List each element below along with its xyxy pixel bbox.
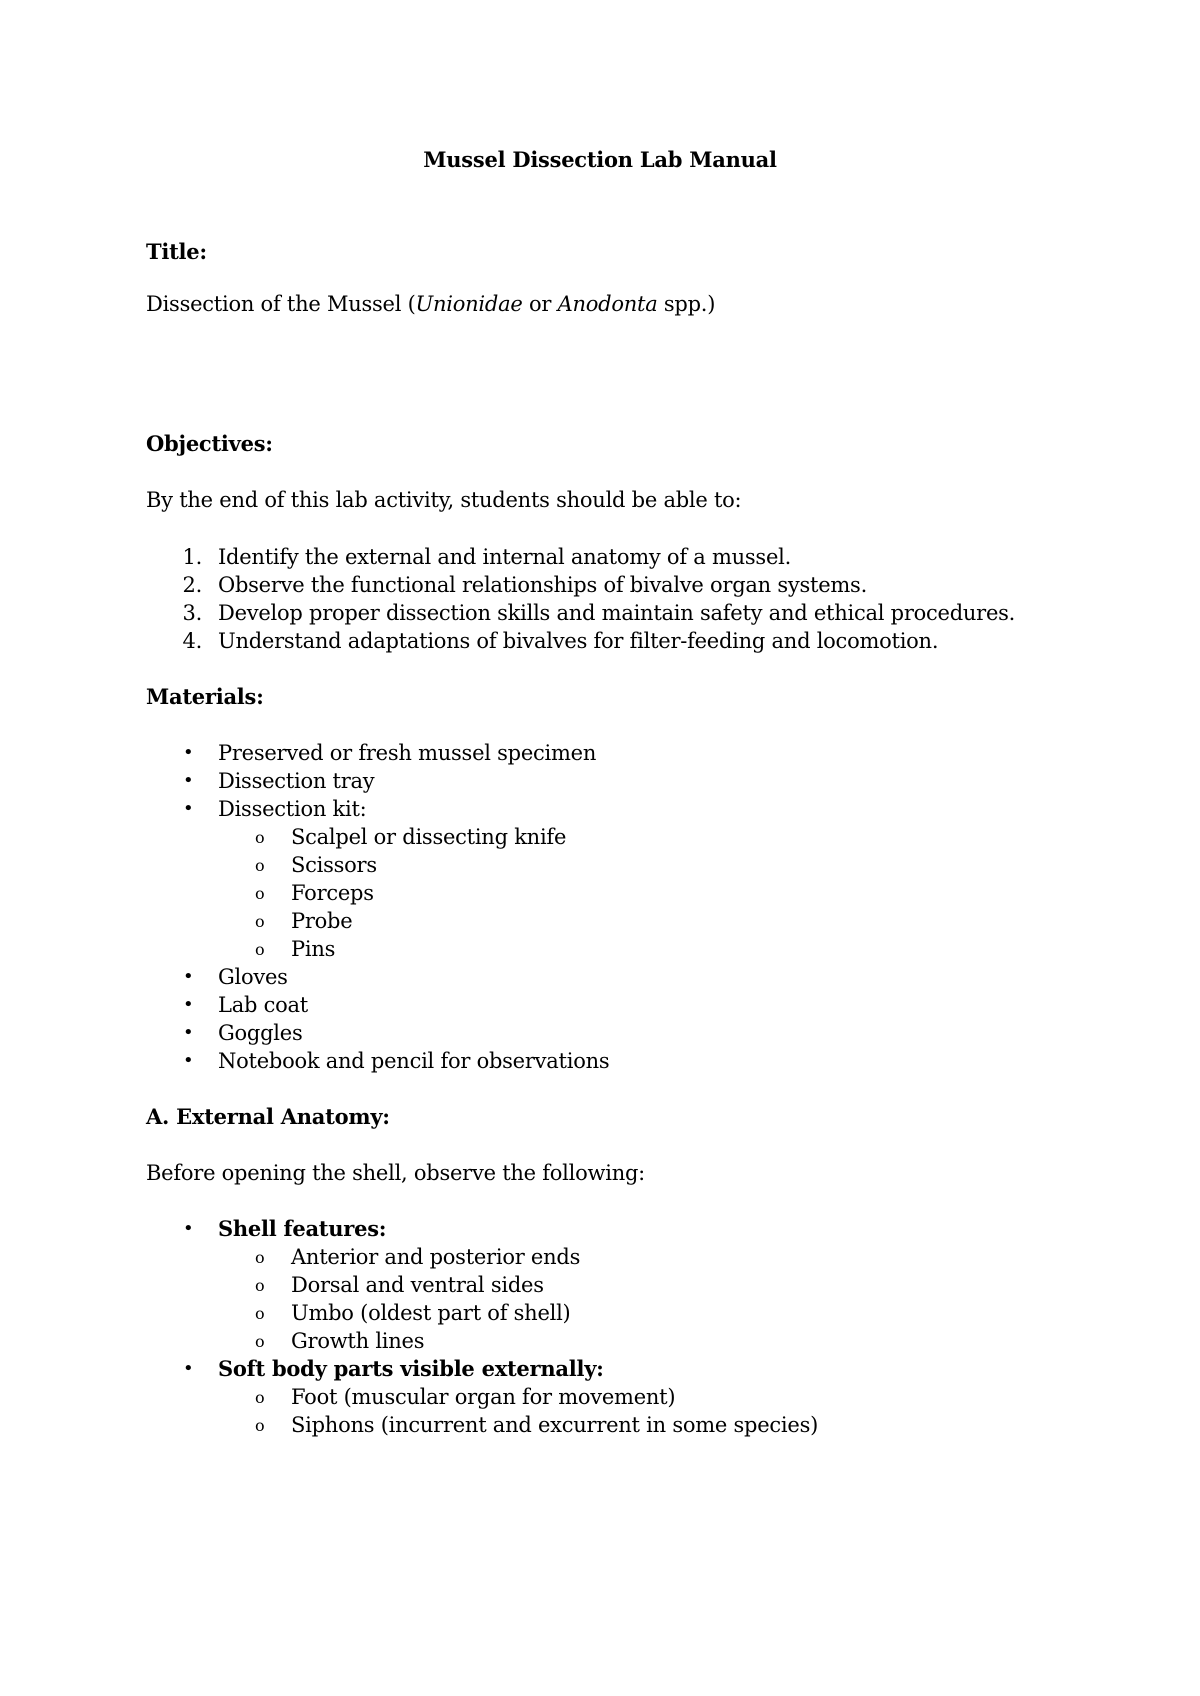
list-text: Forceps (291, 881, 374, 905)
sub-bullet-icon: o (255, 1332, 265, 1351)
list-text: Notebook and pencil for observations (218, 1049, 610, 1073)
list-text: Dissection tray (218, 769, 375, 793)
list-text: Identify the external and internal anatomy of a mussel. (218, 545, 792, 569)
list-number: 1. (182, 545, 202, 569)
title-text-suffix: spp.) (657, 292, 716, 316)
list-text: Goggles (218, 1021, 303, 1045)
sub-bullet-icon: o (255, 1248, 265, 1267)
external-anatomy-intro: Before opening the shell, observe the following: (146, 1161, 645, 1185)
sub-bullet-icon: o (255, 940, 265, 959)
list-text: Develop proper dissection skills and maintain safety and ethical procedures. (218, 601, 1016, 625)
list-number: 3. (182, 601, 202, 625)
list-text: Scissors (291, 853, 377, 877)
list-text: Pins (291, 937, 336, 961)
list-text: Growth lines (291, 1329, 425, 1353)
title-text (146, 290, 715, 318)
title-text-mid: or (522, 292, 558, 316)
list-text: Probe (291, 909, 353, 933)
objectives-intro: By the end of this lab activity, students should be able to: (146, 488, 742, 512)
sub-bullet-icon: o (255, 828, 265, 847)
list-text: Anterior and posterior ends (291, 1245, 581, 1269)
bullet-icon: • (183, 994, 194, 1015)
list-text: Dissection kit: (218, 797, 367, 821)
list-text: Gloves (218, 965, 288, 989)
list-text: Preserved or fresh mussel specimen (218, 741, 597, 765)
sub-bullet-icon: o (255, 1304, 265, 1323)
bullet-icon: • (183, 742, 194, 763)
list-text: Observe the functional relationships of bivalve organ systems. (218, 573, 868, 597)
title-heading: Title: (146, 239, 207, 264)
list-number: 2. (182, 573, 202, 597)
bullet-icon: • (183, 770, 194, 791)
bullet-icon: • (183, 1050, 194, 1071)
sub-bullet-icon: o (255, 884, 265, 903)
title-text-prefix: Dissection of the Mussel ( (146, 292, 416, 316)
sub-bullet-icon: o (255, 912, 265, 931)
list-text: Foot (muscular organ for movement) (291, 1385, 676, 1409)
sub-bullet-icon: o (255, 1388, 265, 1407)
list-text: Umbo (oldest part of shell) (291, 1301, 571, 1325)
list-text: Siphons (incurrent and excurrent in some species) (291, 1413, 819, 1437)
sub-bullet-icon: o (255, 1276, 265, 1295)
objectives-heading: Objectives: (146, 431, 273, 456)
soft-body-label: Soft body parts visible externally: (218, 1356, 604, 1381)
genus-unionidae: Unionidae (415, 292, 523, 316)
sub-bullet-icon: o (255, 856, 265, 875)
external-anatomy-heading: A. External Anatomy: (146, 1104, 390, 1129)
bullet-icon: • (183, 1218, 194, 1239)
bullet-icon: • (183, 1022, 194, 1043)
list-text: Lab coat (218, 993, 308, 1017)
list-number: 4. (182, 629, 202, 653)
shell-features-label: Shell features: (218, 1216, 387, 1241)
list-text: Understand adaptations of bivalves for filter-feeding and locomotion. (218, 629, 939, 653)
bullet-icon: • (183, 1358, 194, 1379)
document-title: Mussel Dissection Lab Manual (423, 147, 777, 172)
bullet-icon: • (183, 966, 194, 987)
bullet-icon: • (183, 798, 194, 819)
genus-anodonta: Anodonta (557, 292, 658, 316)
materials-heading: Materials: (146, 684, 264, 709)
list-text: Scalpel or dissecting knife (291, 825, 567, 849)
sub-bullet-icon: o (255, 1416, 265, 1435)
list-text: Dorsal and ventral sides (291, 1273, 544, 1297)
